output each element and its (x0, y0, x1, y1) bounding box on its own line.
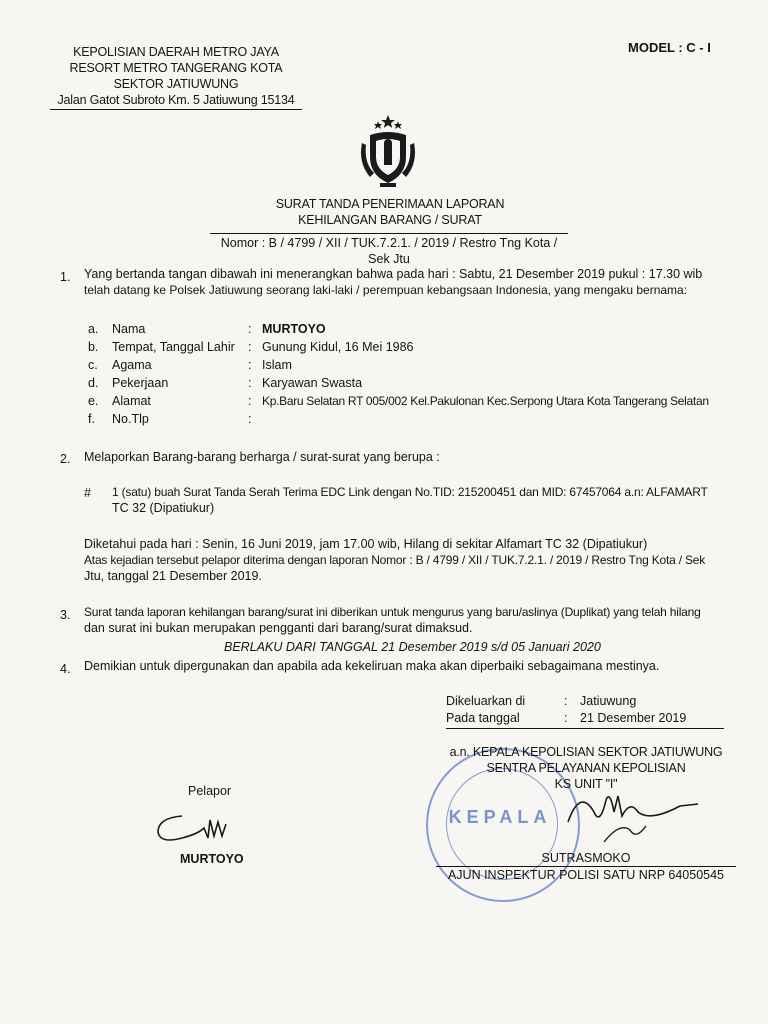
field-colon: : (248, 412, 252, 426)
lost-item-description (112, 484, 752, 516)
field-index: d. (88, 376, 99, 390)
field-label: Nama (112, 322, 146, 336)
model-code: MODEL : C - I (628, 40, 711, 55)
field-label: No.Tlp (112, 412, 149, 426)
title-line2: KEHILANGAN BARANG / SURAT (298, 213, 482, 227)
header-line2: RESORT METRO TANGERANG KOTA (69, 61, 283, 75)
officer-rank: AJUN INSPEKTUR POLISI SATU NRP 64050545 (436, 866, 736, 883)
officer-signature-icon (560, 782, 710, 852)
issued-date-row (446, 711, 724, 729)
header-line1: KEPOLISIAN DAERAH METRO JAYA (73, 45, 279, 59)
issued-colon: : (564, 711, 568, 725)
incident-report-line1: Atas kejadian tersebut pelapor diterima dengan laporan Nomor : B / 4799 / XII / TUK.7.2.1. / 2019 / Restro Tng Kota / Sek (84, 553, 706, 567)
issued-place-row (446, 694, 724, 711)
lost-item-line2: TC 32 (Dipatiukur) (112, 501, 215, 515)
field-label: Alamat (112, 394, 151, 408)
field-index: b. (88, 340, 99, 354)
item-3-line1: Surat tanda laporan kehilangan barang/surat ini diberikan untuk mengurus yang baru/aslinya (Duplikat) yang telah hilang (84, 605, 701, 619)
document-number: Nomor : B / 4799 / XII / TUK.7.2.1. / 2019 / Restro Tng Kota / Sek Jtu (210, 233, 568, 267)
validity-period: BERLAKU DARI TANGGAL 21 Desember 2019 s/d 05 Januari 2020 (224, 640, 601, 654)
issued-place-label: Dikeluarkan di (446, 694, 526, 708)
header-address: Jalan Gatot Subroto Km. 5 Jatiuwung 15134 (50, 92, 302, 110)
field-ttl (88, 340, 748, 358)
reporter-signature-icon (152, 808, 242, 848)
field-colon: : (248, 376, 252, 390)
item-4-number: 4. (60, 662, 71, 676)
police-emblem-icon (356, 113, 420, 191)
field-index: c. (88, 358, 98, 372)
item-1-number: 1. (60, 270, 71, 284)
document-title (210, 196, 570, 228)
stamp-text: KEPALA (448, 807, 552, 827)
field-alamat (88, 394, 748, 412)
issued-place-value: Jatiuwung (580, 694, 637, 708)
signatory-line2: SENTRA PELAYANAN KEPOLISIAN (486, 761, 686, 775)
reporter-label: Pelapor (188, 784, 232, 798)
field-value: MURTOYO (262, 322, 326, 336)
item-4-text: Demikian untuk dipergunakan dan apabila ada kekeliruan maka akan diperbaiki sebagaimana mestinya. (84, 659, 660, 673)
agency-header (50, 44, 302, 110)
issued-date-label: Pada tanggal (446, 711, 520, 725)
field-label: Tempat, Tanggal Lahir (112, 340, 235, 354)
field-colon: : (248, 322, 252, 336)
field-value: Gunung Kidul, 16 Mei 1986 (262, 340, 414, 354)
signatory-line1: a.n. KEPALA KEPOLISIAN SEKTOR JATIUWUNG (449, 745, 723, 759)
field-pekerjaan (88, 376, 748, 394)
field-nama (88, 322, 748, 340)
field-colon: : (248, 394, 252, 408)
field-value: Karyawan Swasta (262, 376, 363, 390)
item-3-line2: dan surat ini bukan merupakan pengganti dari barang/surat dimaksud. (84, 621, 473, 635)
item-1-line1: Yang bertanda tangan dibawah ini menerangkan bahwa pada hari : Sabtu, 21 Desember 2019 pukul : 17.30 wib (84, 267, 703, 281)
field-value: Kp.Baru Selatan RT 005/002 Kel.Pakulonan Kec.Serpong Utara Kota Tangerang Selatan (262, 394, 709, 408)
item-1-line2: telah datang ke Polsek Jatiuwung seorang laki-laki / perempuan kebangsaan Indonesia, yang mengaku bernama: (84, 283, 688, 297)
officer-name: SUTRASMOKO (541, 851, 631, 865)
title-line1: SURAT TANDA PENERIMAAN LAPORAN (275, 197, 505, 211)
field-index: e. (88, 394, 99, 408)
field-tlp (88, 412, 748, 430)
item-2-bullet: # (84, 486, 91, 500)
field-colon: : (248, 358, 252, 372)
field-index: a. (88, 322, 99, 336)
identity-fields (88, 322, 748, 430)
incident-known: Diketahui pada hari : Senin, 16 Juni 2019, jam 17.00 wib, Hilang di sekitar Alfamart TC 32 (Dipatiukur) (84, 537, 648, 551)
incident-details (84, 536, 754, 584)
field-colon: : (248, 340, 252, 354)
item-2-number: 2. (60, 452, 71, 466)
lost-item-line1: 1 (satu) buah Surat Tanda Serah Terima EDC Link dengan No.TID: 215200451 dan MID: 67457064 a.n: ALFAMART (112, 485, 708, 499)
field-value: Islam (262, 358, 292, 372)
item-1-text (84, 266, 744, 298)
issued-date-value: 21 Desember 2019 (580, 711, 687, 725)
issued-colon: : (564, 694, 568, 708)
issued-info (446, 694, 724, 729)
header-line3: SEKTOR JATIUWUNG (113, 77, 239, 91)
incident-report-line2: Jtu, tanggal 21 Desember 2019. (84, 569, 262, 583)
field-agama (88, 358, 748, 376)
reporter-name: MURTOYO (180, 852, 244, 866)
field-label: Pekerjaan (112, 376, 169, 390)
item-3-text (84, 604, 754, 636)
item-3-number: 3. (60, 608, 71, 622)
field-label: Agama (112, 358, 152, 372)
signatory-line3: KS UNIT "I" (554, 777, 618, 791)
item-2-text: Melaporkan Barang-barang berharga / surat-surat yang berupa : (84, 450, 440, 464)
field-index: f. (88, 412, 95, 426)
